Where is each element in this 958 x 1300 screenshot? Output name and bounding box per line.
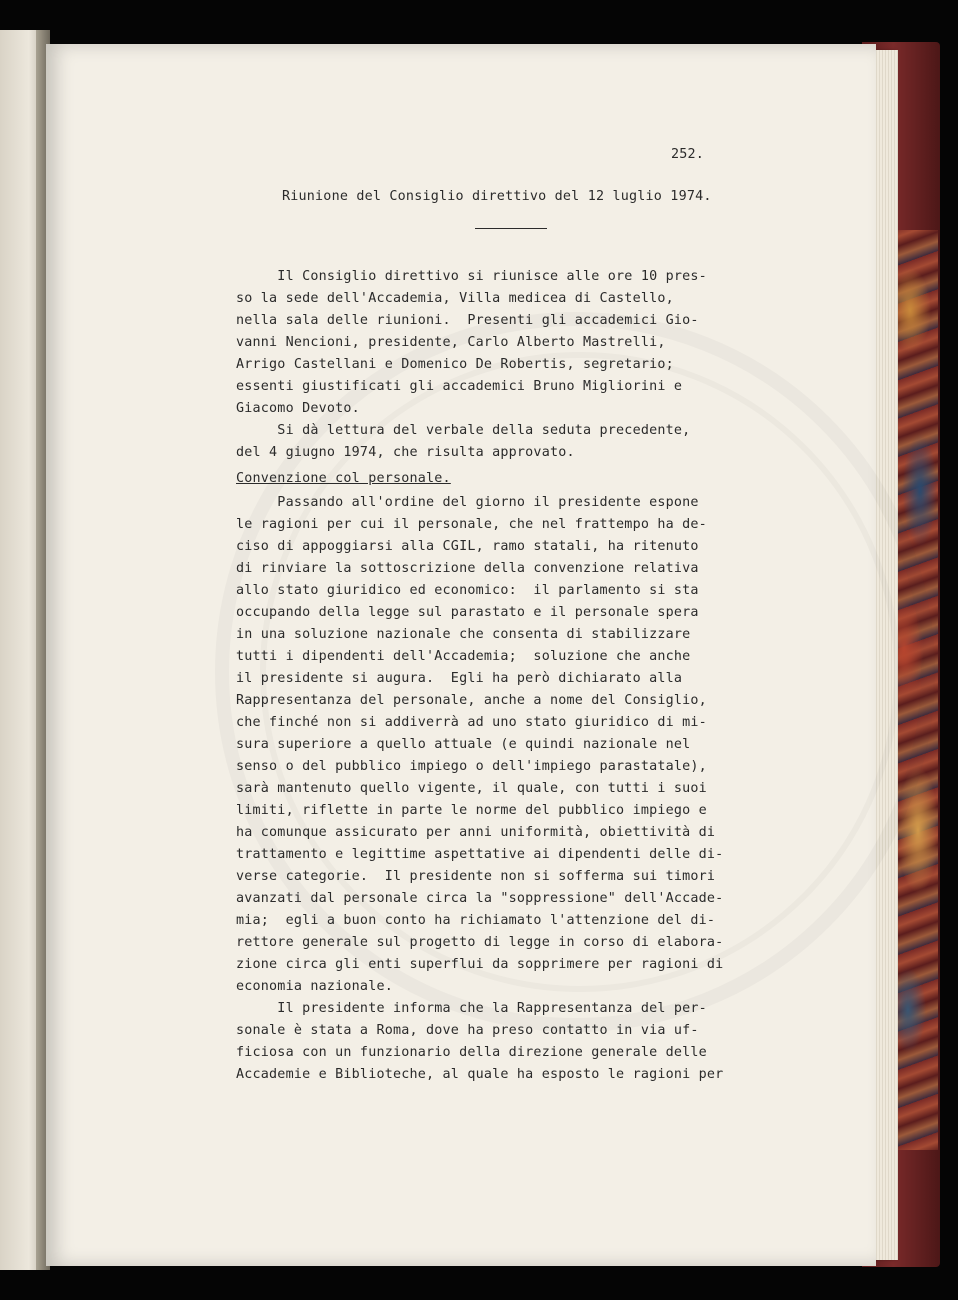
text-line: so la sede dell'Accademia, Villa medicea di Castello, xyxy=(236,291,674,306)
text-line: tutti i dipendenti dell'Accademia; soluzione che anche xyxy=(236,649,691,664)
text-line: essenti giustificati gli accademici Bruno Migliorini e xyxy=(236,379,683,394)
text-line: sonale è stata a Roma, dove ha preso contatto in via uf- xyxy=(236,1023,699,1038)
text-line: ciso di appoggiarsi alla CGIL, ramo statali, ha ritenuto xyxy=(236,539,699,554)
page-number: 252. xyxy=(671,147,705,162)
text-line: occupando della legge sul parastato e il personale spera xyxy=(236,605,699,620)
text-line: Rappresentanza del personale, anche a nome del Consiglio, xyxy=(236,693,707,708)
text-line: del 4 giugno 1974, che risulta approvato. xyxy=(236,445,575,460)
text-line: Il Consiglio direttivo si riunisce alle ore 10 pres- xyxy=(236,269,707,284)
text-line: sarà mantenuto quello vigente, il quale, con tutti i suoi xyxy=(236,781,707,796)
text-line: le ragioni per cui il personale, che nel frattempo ha de- xyxy=(236,517,707,532)
text-line: senso o del pubblico impiego o dell'impiego parastatale), xyxy=(236,759,707,774)
section-heading: Convenzione col personale. xyxy=(236,471,451,486)
text-line: che finché non si addiverrà ad uno stato giuridico di mi- xyxy=(236,715,707,730)
text-line: limiti, riflette in parte le norme del pubblico impiego e xyxy=(236,803,707,818)
text-line: Passando all'ordine del giorno il presidente espone xyxy=(236,495,699,510)
text-line: sura superiore a quello attuale (e quindi nazionale nel xyxy=(236,737,691,752)
text-line: vanni Nencioni, presidente, Carlo Alberto Mastrelli, xyxy=(236,335,666,350)
text-line: ficiosa con un funzionario della direzione generale delle xyxy=(236,1045,707,1060)
text-line: rettore generale sul progetto di legge in corso di elabora- xyxy=(236,935,724,950)
text-line: nella sala delle riunioni. Presenti gli accademici Gio- xyxy=(236,313,699,328)
text-line: il presidente si augura. Egli ha però dichiarato alla xyxy=(236,671,683,686)
title-divider xyxy=(475,228,547,229)
text-line: Arrigo Castellani e Domenico De Robertis, segretario; xyxy=(236,357,674,372)
text-line: avanzati dal personale circa la "soppressione" dell'Accade- xyxy=(236,891,724,906)
text-line: allo stato giuridico ed economico: il parlamento si sta xyxy=(236,583,699,598)
text-line: di rinviare la sottoscrizione della convenzione relativa xyxy=(236,561,699,576)
text-line: economia nazionale. xyxy=(236,979,393,994)
meeting-title: Riunione del Consiglio direttivo del 12 luglio 1974. xyxy=(282,189,712,204)
text-line: in una soluzione nazionale che consenta di stabilizzare xyxy=(236,627,691,642)
text-line: Si dà lettura del verbale della seduta precedente, xyxy=(236,423,691,438)
text-line: verse categorie. Il presidente non si sofferma sui timori xyxy=(236,869,716,884)
text-line: trattamento e legittime aspettative ai dipendenti delle di- xyxy=(236,847,724,862)
text-line: Accademie e Biblioteche, al quale ha esposto le ragioni per xyxy=(236,1067,724,1082)
text-line: Giacomo Devoto. xyxy=(236,401,360,416)
text-line: zione circa gli enti superflui da sopprimere per ragioni di xyxy=(236,957,724,972)
text-line: mia; egli a buon conto ha richiamato l'attenzione del di- xyxy=(236,913,716,928)
text-line: Il presidente informa che la Rappresentanza del per- xyxy=(236,1001,707,1016)
text-line: ha comunque assicurato per anni uniformità, obiettività di xyxy=(236,825,716,840)
